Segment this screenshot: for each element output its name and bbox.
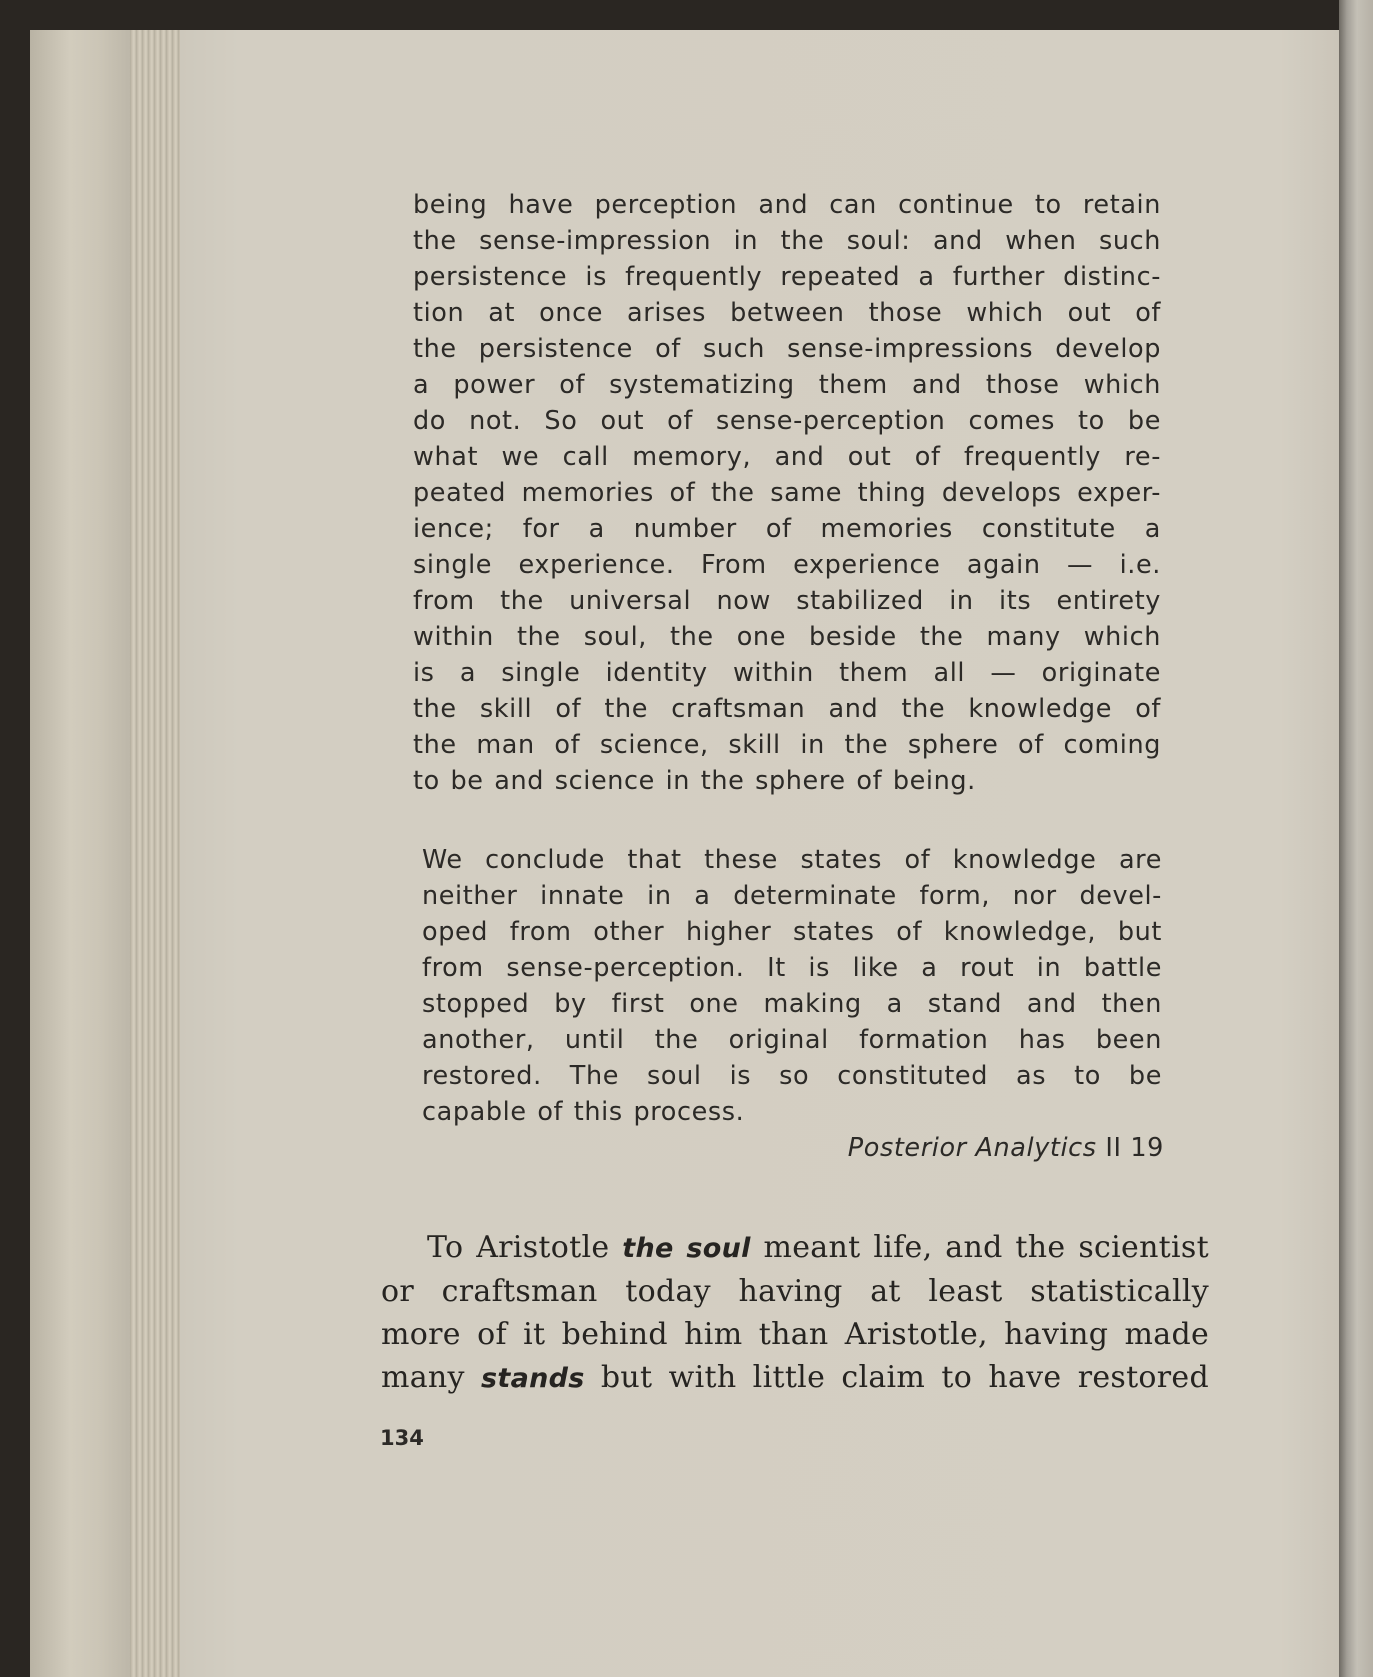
quote-line: the skill of the craftsman and the knowledge of: [413, 694, 1161, 724]
quote-line: ience; for a number of memories constitute a: [413, 514, 1161, 544]
page-number: 134: [380, 1426, 424, 1450]
quote-line: within the soul, the one beside the many which: [413, 622, 1161, 652]
quote-line: the man of science, skill in the sphere of coming: [413, 730, 1161, 760]
quote-line: the sense-impression in the soul: and when such: [413, 226, 1161, 256]
body-line: or craftsman today having at least statistically: [381, 1274, 1209, 1309]
quote-line: We conclude that these states of knowledge are: [422, 845, 1162, 875]
quote-line: stopped by first one making a stand and then: [422, 989, 1162, 1019]
quote-line: from sense-perception. It is like a rout in battle: [422, 953, 1162, 983]
body-text: but with little claim to have restored: [584, 1360, 1209, 1395]
body-text: many: [381, 1360, 482, 1395]
body-line: [381, 1226, 1209, 1270]
citation: [740, 1133, 1164, 1163]
quote-line: tion at once arises between those which out of: [413, 298, 1161, 328]
quote-line: do not. So out of sense-perception comes to be: [413, 406, 1161, 436]
quote-line: the persistence of such sense-impressions develop: [413, 334, 1161, 364]
body-line: more of it behind him than Aristotle, having made: [381, 1317, 1209, 1352]
quote-line: restored. The soul is so constituted as to be: [422, 1061, 1162, 1091]
quote-line: neither innate in a determinate form, nor devel-: [422, 881, 1162, 911]
quote-line: a power of systematizing them and those which: [413, 370, 1161, 400]
citation-reference: II 19: [1105, 1133, 1164, 1163]
quote-line: what we call memory, and out of frequently re-: [413, 442, 1161, 472]
quote-line: another, until the original formation has been: [422, 1025, 1162, 1055]
citation-work: Posterior Analytics: [847, 1133, 1097, 1163]
body-text: meant life, and the scientist: [750, 1230, 1209, 1265]
body-paragraph: [381, 1226, 1209, 1400]
quote-line: to be and science in the sphere of being.: [413, 766, 976, 796]
quote-line: single experience. From experience again — i.e.: [413, 550, 1161, 580]
body-emphasis: the soul: [622, 1233, 751, 1264]
quote-paragraph-2: [422, 842, 1162, 1130]
quote-line: oped from other higher states of knowledge, but: [422, 917, 1162, 947]
quote-line: is a single identity within them all — originate: [413, 658, 1161, 688]
quote-line: being have perception and can continue to retain: [413, 190, 1161, 220]
quote-line: capable of this process.: [422, 1097, 745, 1127]
body-emphasis: stands: [481, 1363, 585, 1394]
body-text: To Aristotle: [427, 1230, 623, 1265]
facing-page-edge: [1339, 0, 1373, 1677]
quote-paragraph-1: [413, 187, 1161, 799]
body-line: [381, 1356, 1209, 1400]
quote-line: from the universal now stabilized in its entirety: [413, 586, 1161, 616]
quote-line: peated memories of the same thing develops exper-: [413, 478, 1161, 508]
quote-line: persistence is frequently repeated a further distinc-: [413, 262, 1161, 292]
